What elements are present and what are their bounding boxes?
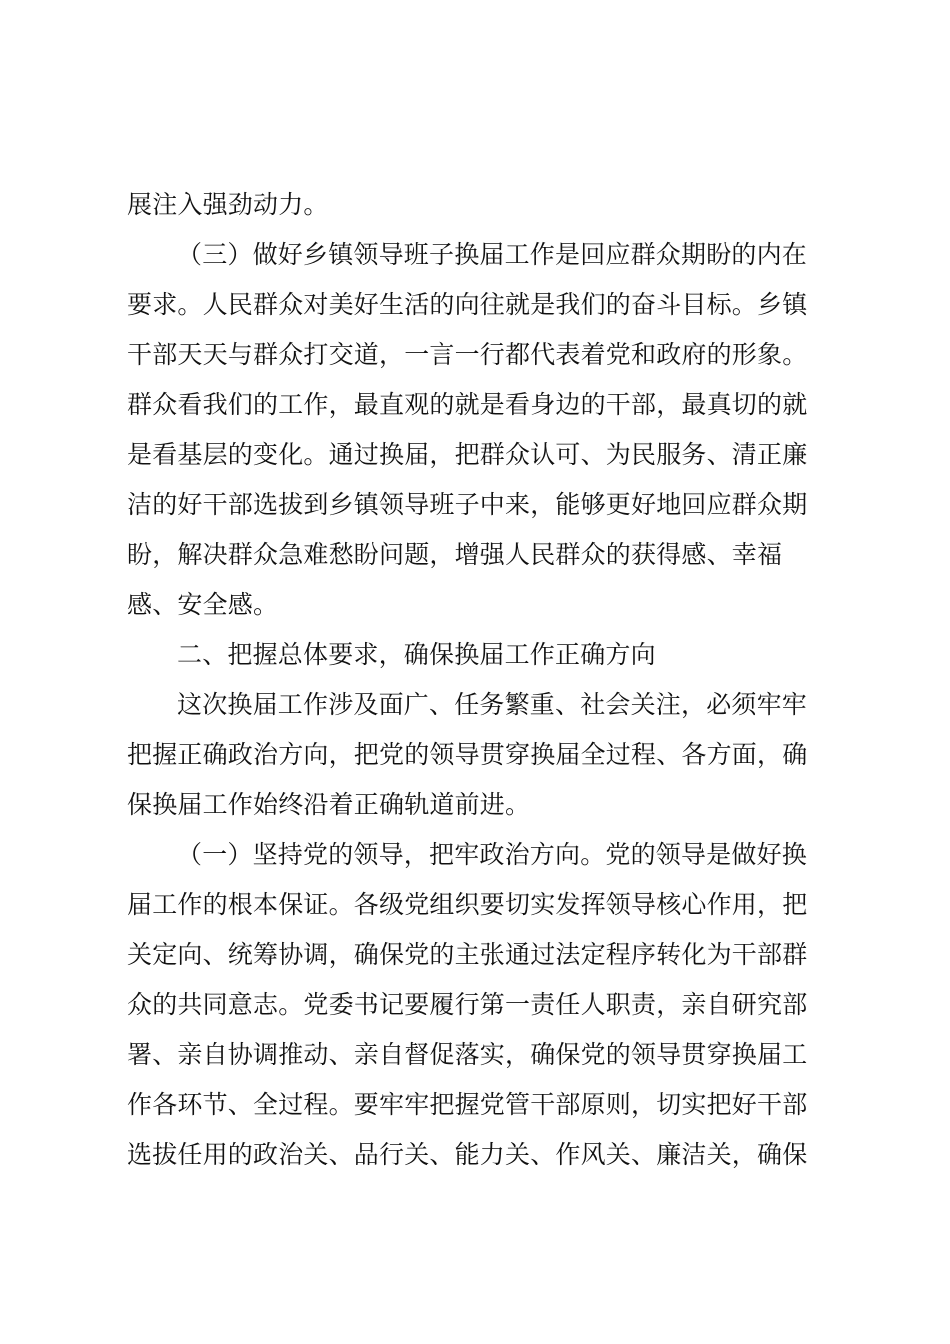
text-line: 洁的好干部选拔到乡镇领导班子中来，能够更好地回应群众期 (127, 490, 808, 519)
text-line: 干部天天与群众打交道，一言一行都代表着党和政府的形象。 (127, 340, 808, 369)
text-line: 是看基层的变化。通过换届，把群众认可、为民服务、清正廉 (127, 440, 808, 469)
text-line: 感、安全感。 (127, 590, 279, 619)
text-line: 保换届工作始终沿着正确轨道前进。 (127, 790, 531, 819)
text-line: 作各环节、全过程。要牢牢把握党管干部原则，切实把好干部 (127, 1090, 808, 1119)
paragraph-start: 这次换届工作涉及面广、任务繁重、社会关注，必须牢牢 (177, 690, 808, 719)
subheading-three: （三）做好乡镇领导班子换届工作是回应群众期盼的内在 (177, 240, 808, 269)
text-line: 把握正确政治方向，把党的领导贯穿换届全过程、各方面，确 (127, 740, 808, 769)
text-line: 盼，解决群众急难愁盼问题，增强人民群众的获得感、幸福 (127, 540, 783, 569)
text-line: 群众看我们的工作，最直观的就是看身边的干部，最真切的就 (127, 390, 808, 419)
subheading-one: （一）坚持党的领导，把牢政治方向。党的领导是做好换 (177, 840, 808, 869)
text-line: 关定向、统筹协调，确保党的主张通过法定程序转化为干部群 (127, 940, 808, 969)
section-heading-two: 二、把握总体要求，确保换届工作正确方向 (177, 640, 656, 669)
text-line: 选拔任用的政治关、品行关、能力关、作风关、廉洁关，确保 (127, 1140, 808, 1169)
text-line: 届工作的根本保证。各级党组织要切实发挥领导核心作用，把 (127, 890, 808, 919)
text-line: 署、亲自协调推动、亲自督促落实，确保党的领导贯穿换届工 (127, 1040, 808, 1069)
text-line: 要求。人民群众对美好生活的向往就是我们的奋斗目标。乡镇 (127, 290, 808, 319)
text-line-continuation: 展注入强劲动力。 (127, 190, 329, 219)
text-line: 众的共同意志。党委书记要履行第一责任人职责，亲自研究部 (127, 990, 808, 1019)
